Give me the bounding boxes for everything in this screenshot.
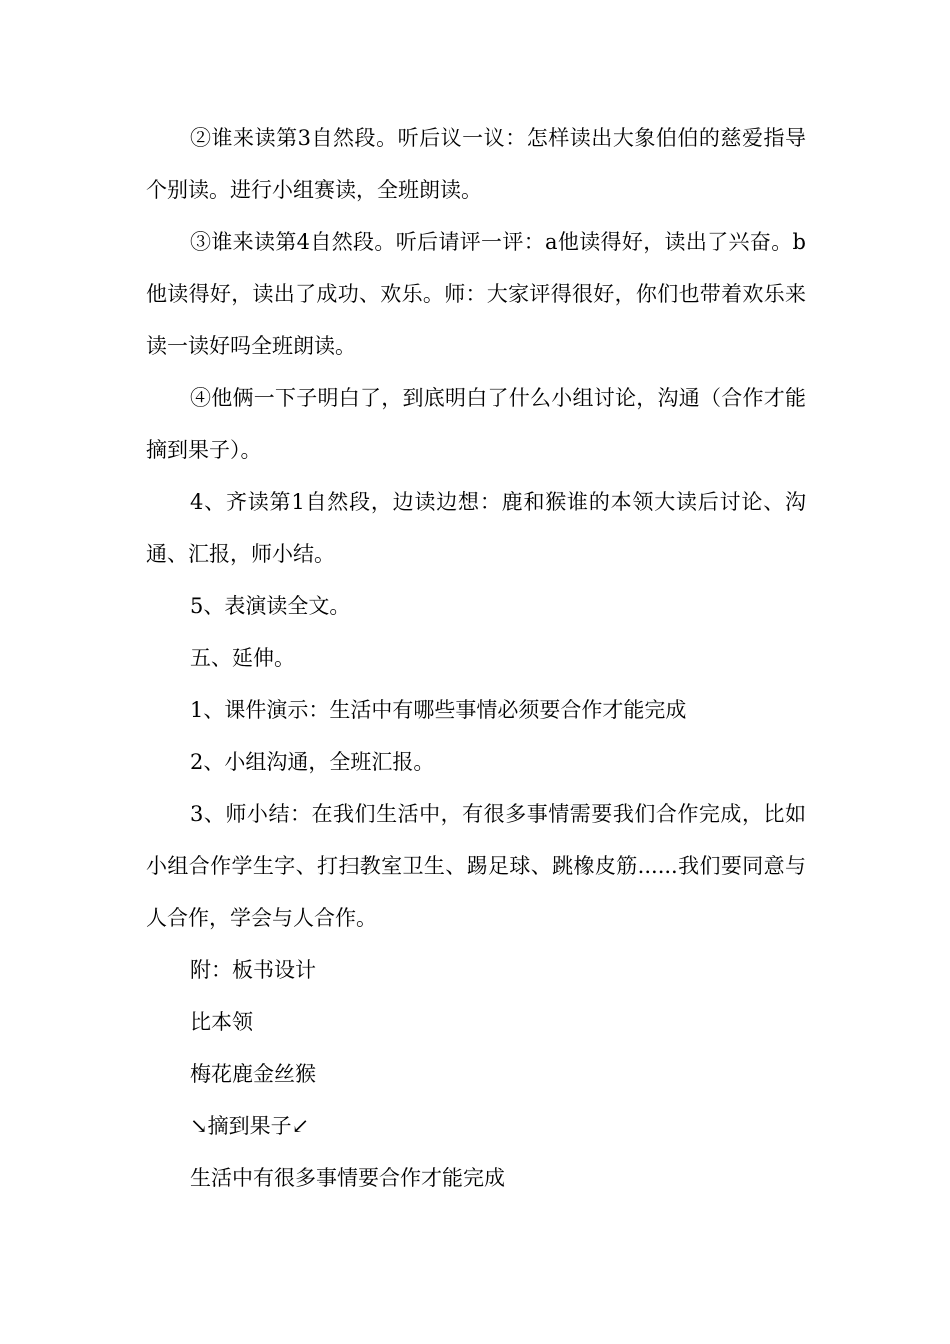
document-body bbox=[146, 112, 806, 1204]
board-line-cooperation: 生活中有很多事情要合作才能完成 bbox=[190, 1166, 505, 1190]
board-design-heading: 附：板书设计 bbox=[190, 958, 316, 982]
board-line-animals: 梅花鹿金丝猴 bbox=[190, 1062, 316, 1086]
paragraph-read-section-1: 4、齐读第1自然段，边读边想：鹿和猴谁的本领大读后讨论、沟通、汇报，师小结。 bbox=[146, 490, 806, 566]
board-line-pick-fruit: ↘摘到果子↙ bbox=[190, 1114, 310, 1138]
paragraph-group-report: 2、小组沟通，全班汇报。 bbox=[190, 750, 435, 774]
paragraph-teacher-summary: 3、师小结：在我们生活中，有很多事情需要我们合作完成，比如小组合作学生字、打扫教室卫生、踢足球、跳橡皮筋......我们要同意与人合作，学会与人合作。 bbox=[146, 802, 806, 930]
board-line-compare-skills: 比本领 bbox=[190, 1010, 253, 1034]
paragraph-read-section-3: ②谁来读第3自然段。听后议一议：怎样读出大象伯伯的慈爱指导个别读。进行小组赛读，全班朗读。 bbox=[146, 126, 806, 202]
paragraph-perform-reading: 5、表演读全文。 bbox=[190, 594, 351, 618]
section-heading-extension: 五、延伸。 bbox=[190, 646, 295, 670]
paragraph-courseware-demo: 1、课件演示：生活中有哪些事情必须要合作才能完成 bbox=[190, 698, 687, 722]
paragraph-understood: ④他俩一下子明白了，到底明白了什么小组讨论，沟通（合作才能摘到果子）。 bbox=[146, 386, 806, 462]
paragraph-read-section-4: ③谁来读第4自然段。听后请评一评：a他读得好，读出了兴奋。b他读得好，读出了成功、欢乐。师：大家评得很好，你们也带着欢乐来读一读好吗全班朗读。 bbox=[146, 230, 806, 358]
